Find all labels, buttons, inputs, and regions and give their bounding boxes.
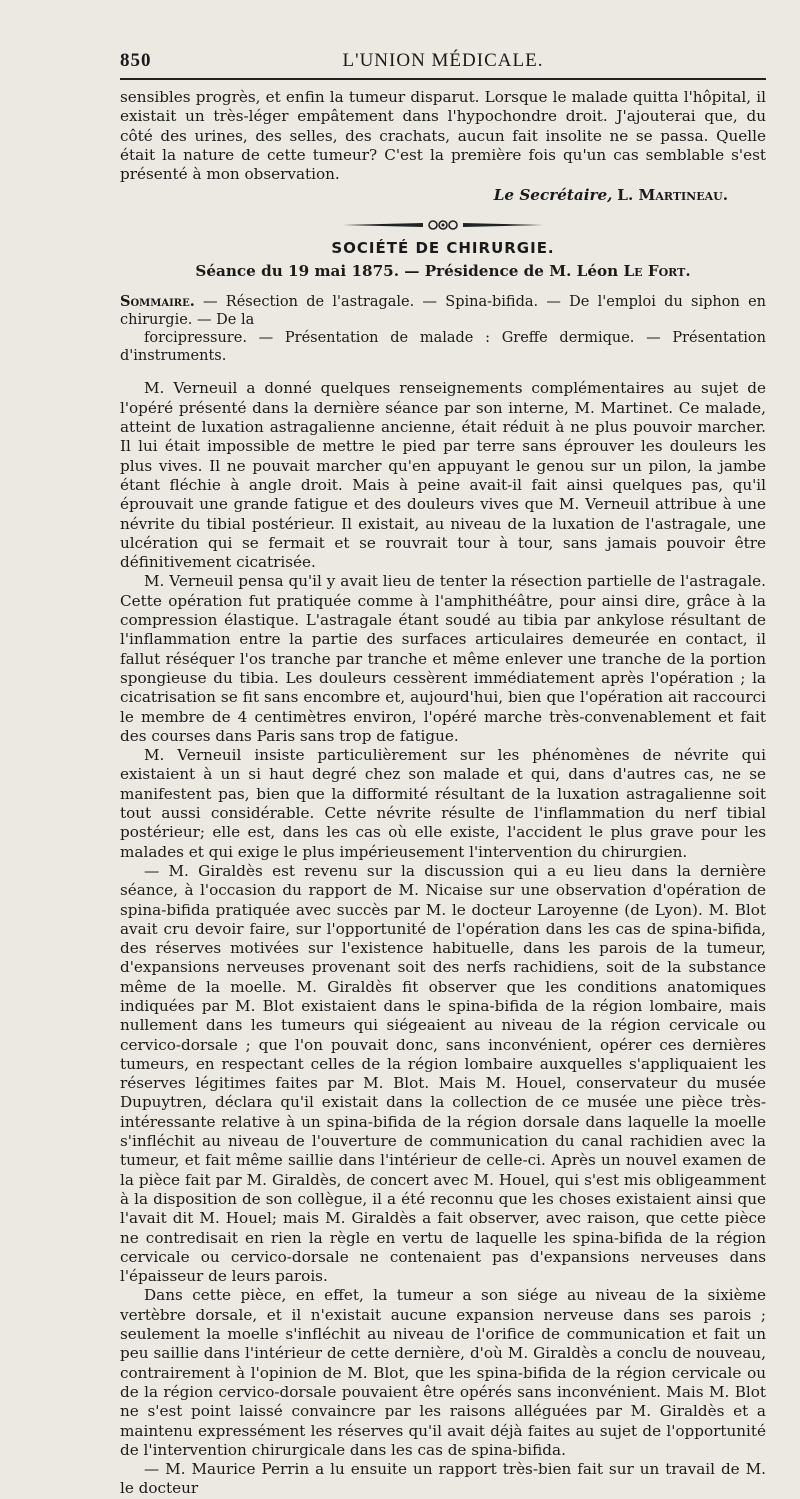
- body-paragraph-2: M. Verneuil pensa qu'il y avait lieu de tenter la résection partielle de l'astragale. Cette opération fut pratiquée comme à l'amphithéâtre, pour ainsi dire, grâce à la compression élastique. L'astragale étant soudé au tibia par ankylose résultant de l'inflammation entre la partie des surfaces articulaires demeurée en contact, il fallut réséquer l'os tranche par tranche et même enlever une tranche de la portion spongieuse du tibia. Les douleurs cessèrent immédiatement après l'opération ; la cicatrisation se fit sans encombre et, aujourd'hui, bien que l'opération ait raccourci le membre de 4 centimètres environ, l'opéré marche très-convenablement et fait des courses dans Paris sans trop de fatigue.: [120, 572, 766, 745]
- ornament-rule-icon: [343, 218, 543, 232]
- body-paragraph-1: M. Verneuil a donné quelques renseignements complémentaires au sujet de l'opéré présenté dans la dernière séance par son interne, M. Martinet. Ce malade, atteint de luxation astragalienne ancienne, était réduit à ne plus pouvoir marcher. Il lui était impossible de mettre le pied par terre sans éprouver les douleurs les plus vives. Il ne pouvait marcher qu'en appuyant le genou sur un pilon, la jambe étant fléchie à angle droit. Mais à peine avait-il fait ainsi quelques pas, qu'il éprouvait une grande fatigue et des douleurs vives que M. Verneuil attribue à une névrite du tibial postérieur. Il existait, au niveau de la luxation de l'astragale, une ulcération qui se fermait et se rouvrait tour à tour, sans jamais pouvoir être définitivement cicatrisée.: [120, 379, 766, 572]
- sommaire-label: Sommaire.: [120, 293, 195, 311]
- running-head: [120, 46, 766, 76]
- body-paragraph-3: M. Verneuil insiste particulièrement sur les phénomènes de névrite qui existaient à un si haut degré chez son malade et qui, dans d'autres cas, ne se manifestent pas, bien que la difformité résultant de la luxation astragalienne soit tout aussi considérable. Cette névrite résulte de l'inflammation du nerf tibial postérieur; elle est, dans les cas où elle existe, l'accident le plus grave pour les malades et qui exige le plus impérieusement l'intervention du chirurgien.: [120, 746, 766, 861]
- header-rule: [120, 78, 766, 80]
- page-number: 850: [120, 50, 152, 71]
- journal-title: L'UNION MÉDICALE.: [342, 50, 544, 71]
- body-paragraph-4: — M. Giraldès est revenu sur la discussion qui a eu lieu dans la dernière séance, à l'occasion du rapport de M. Nicaise sur une observation d'opération de spina-bifida pratiquée avec succès par M. le docteur Laroyenne (de Lyon). M. Blot avait cru devoir faire, sur l'opportunité de l'opération dans les cas de spina-bifida, des réserves motivées sur l'existence habituelle, dans les parois de la tumeur, d'expansions nerveuses provenant soit des nerfs rachidiens, soit de la substance même de la moelle. M. Giraldès fit observer que les conditions anatomiques indiquées par M. Blot existaient dans le spina-bifida de la région lombaire, mais nullement dans les tumeurs qui siégeaient au niveau de la région cervicale ou cervico-dorsale ; que l'on pouvait donc, sans inconvénient, opérer ces dernières tumeurs, en respectant celles de la région lombaire auxquelles s'appliquaient les réserves légitimes faites par M. Blot. Mais M. Houel, conservateur du musée Dupuytren, déclara qu'il existait dans la collection de ce musée une pièce très-intéressante relative à un spina-bifida de la région dorsale dans laquelle la moelle s'infléchit au niveau de l'ouverture de communication du canal rachidien avec la tumeur, et fait même saillie dans l'intérieur de celle-ci. Après un nouvel examen de la pièce fait par M. Giraldès, de concert avec M. Houel, qui s'est mis obligeamment à la disposition de son collègue, il a été reconnu que les choses existaient ainsi que l'avait dit M. Houel; mais M. Giraldès a fait observer, avec raison, que cette pièce ne contredisait en rien la règle en vertu de laquelle les spina-bifida de la région cervicale ou cervico-dorsale ne contenaient pas d'expansions nerveuses dans l'épaisseur de leurs parois.: [120, 861, 766, 1286]
- signature: [120, 185, 766, 205]
- session-line: [120, 259, 766, 283]
- sommaire-line-2: forcipressure. — Présentation de malade : Greffe dermique. — Présentation d'instruments.: [120, 330, 766, 365]
- sommaire-line-1: — Résection de l'astragale. — Spina-bifida. — De l'emploi du siphon en chirurgie. — De la: [120, 294, 767, 329]
- session-prefix: Séance du 19 mai 1875. — Présidence de M. Léon: [195, 262, 619, 281]
- section-title: SOCIÉTÉ DE CHIRURGIE.: [331, 239, 555, 258]
- ornament-divider: [120, 217, 766, 233]
- signature-role: Le Secrétaire,: [493, 186, 613, 205]
- signature-name: L. Martineau.: [617, 186, 728, 205]
- sommaire: [120, 293, 766, 365]
- body-paragraph-5: Dans cette pièce, en effet, la tumeur a son siége au niveau de la sixième vertèbre dorsale, et il n'existait aucune expansion nerveuse dans ses parois ; seulement la moelle s'infléchit au niveau de l'orifice de communication et fait un peu saillie dans l'intérieur de cette dernière, d'où M. Giraldès a conclu de nouveau, contrairement à l'opinion de M. Blot, que les spina-bifida de la région cervicale ou de la région cervico-dorsale pouvaient être opérés sans inconvénient. Mais M. Blot ne s'est point laissé convaincre par les raisons alléguées par M. Giraldès et a maintenu expressément les réserves qu'il avait déjà faites au sujet de l'opportunité de l'intervention chirurgicale dans les cas de spina-bifida.: [120, 1286, 766, 1459]
- body-paragraph-6: — M. Maurice Perrin a lu ensuite un rapport très-bien fait sur un travail de M. le docteur: [120, 1460, 766, 1498]
- intro-paragraph: sensibles progrès, et enfin la tumeur disparut. Lorsque le malade quitta l'hôpital, il existait un très-léger empâtement dans l'hypochondre droit. J'ajouterai que, du côté des urines, des selles, des crachats, aucun fait insolite ne se passa. Quelle était la nature de cette tumeur? C'est la première fois qu'un cas semblable s'est présenté à mon observation.: [120, 88, 766, 184]
- session-president: Le Fort.: [623, 262, 691, 281]
